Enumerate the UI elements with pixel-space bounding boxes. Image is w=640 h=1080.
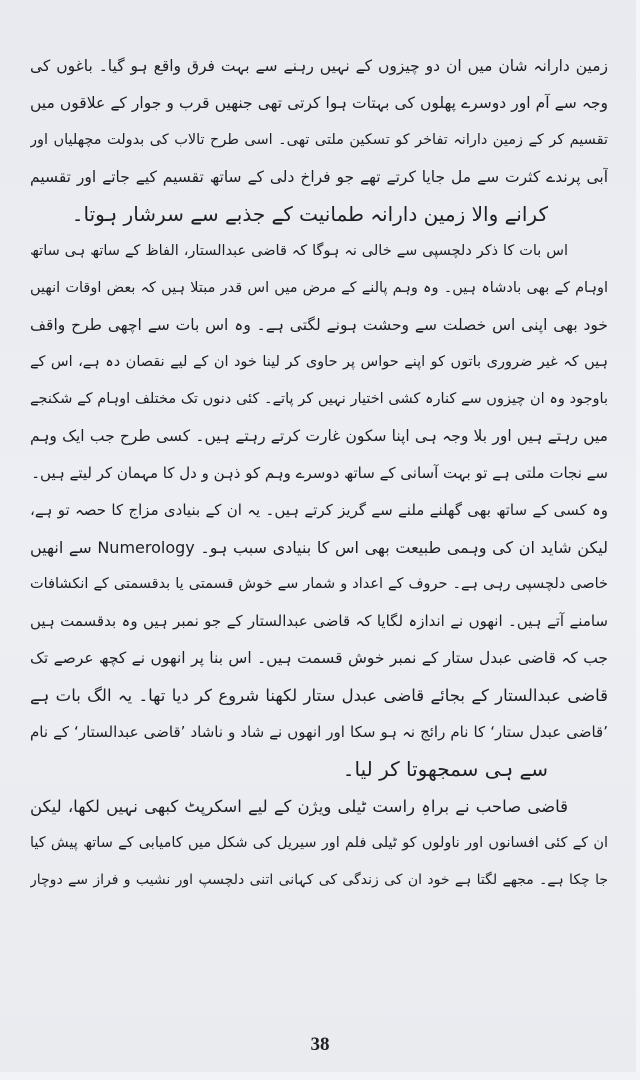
text-line: وہ کسی کے ساتھ بھی گھلنے ملنے سے گریز کرتے ہیں۔ یہ ان کے بنیادی مزاج کا حصہ تو ہے،	[30, 501, 608, 519]
text-line: جا چکا ہے۔ مجھے لگتا ہے خود ان کی زندگی کی کہانی اتنی دلچسپ اور نشیب و فراز سے دوچار	[30, 872, 608, 888]
text-line: زمین دارانہ شان میں ان دو چیزوں کے نہیں رہنے سے بہت فرق واقع ہو گیا۔ باغوں کی	[30, 57, 608, 75]
text-line: آبی پرندے کثرت سے مل جایا کرتے تھے جو فراخ دلی کے ساتھ تقسیم کیے جاتے اور تقسیم	[30, 168, 608, 186]
text-line-paragraph-start: اس بات کا ذکر دلچسپی سے خالی نہ ہوگا کہ قاضی عبدالستار، الفاظ کے ساتھ ہی ساتھ	[30, 243, 568, 259]
text-line: جب کہ قاضی عبدل ستار کے نمبر خوش قسمت ہیں۔ اس بنا پر انھوں نے کچھ عرصے تک	[30, 649, 608, 667]
text-line-paragraph-end: سے نجات ملتی ہے تو بہت آسانی کے ساتھ دوسرے وہم کو ذہن و دل کا مہمان کر لیتے ہیں۔	[31, 464, 608, 482]
text-line: قاضی عبدالستار کے بجائے قاضی عبدل ستار لکھنا شروع کر دیا تھا۔ یہ الگ بات ہے	[30, 686, 608, 705]
text-line: سامنے آتے ہیں۔ انھوں نے اندازہ لگایا کہ قاضی عبدالستار کے جو نمبر ہیں وہ بدقسمت ہیں	[30, 612, 608, 630]
page-number: 38	[310, 1034, 330, 1055]
text-line: میں رہتے ہیں اور بلا وجہ ہی اپنا سکون غارت کرتے رہتے ہیں۔ کسی طرح جب ایک وہم	[30, 427, 608, 445]
text-line: ان کے کئی افسانوں اور ناولوں کو ٹیلی فلم اور سیریل کی شکل میں کامیابی کے ساتھ پیش کیا	[30, 835, 608, 851]
text-line-paragraph-end: کرانے والا زمین دارانہ طمانیت کے جذبے سے سرشار ہوتا۔	[71, 202, 548, 226]
text-line-paragraph-end: سے ہی سمجھوتا کر لیا۔	[342, 757, 548, 781]
page-edge-right	[636, 0, 640, 1080]
page-edge-bottom	[0, 1072, 640, 1080]
text-line: اوہام کے بھی بادشاہ ہیں۔ وہ وہم پالنے کے مرض میں اس قدر مبتلا ہیں کہ بعض اوقات انھیں	[30, 280, 608, 296]
text-line-paragraph-start: قاضی صاحب نے براہِ راست ٹیلی ویژن کے لیے اسکرپٹ کبھی نہیں لکھا، لیکن	[30, 797, 568, 816]
urdu-body-text	[30, 48, 608, 899]
text-line: وجہ سے آم اور دوسرے پھلوں کی بہتات ہوا کرتی تھی جنھیں قرب و جوار کے علاقوں میں	[30, 94, 608, 112]
text-line: خود بھی اپنی اس خصلت سے وحشت ہونے لگتی ہے۔ وہ اس بات سے اچھی طرح واقف	[30, 316, 608, 334]
text-line: ’قاضی عبدل ستار‘ کا نام رائج نہ ہو سکا اور انھوں نے شاد و ناشاد ’قاضی عبدالستار‘ کے نام	[30, 723, 608, 741]
text-line: باوجود وہ ان چیزوں سے کنارہ کشی اختیار نہیں کر پاتے۔ کئی دنوں تک مختلف اوہام کے شکنجے	[30, 391, 608, 407]
text-line: خاصی دلچسپی رہی ہے۔ حروف کے اعداد و شمار سے خوش قسمتی یا بدقسمتی کے انکشافات	[30, 576, 608, 592]
text-line: تقسیم کر کے زمین دارانہ تفاخر کو تسکین ملتی تھی۔ اسی طرح تالاب کی بدولت مچھلیاں اور	[30, 132, 608, 148]
text-line-with-latin-word: لیکن شاید ان کی وہمی طبیعت بھی اس کا بنیادی سبب ہو۔ Numerology سے انھیں	[30, 538, 608, 557]
text-line: ہیں کہ غیر ضروری باتوں کو اپنے حواس پر حاوی کر لینا خود ان کے لیے نقصان دہ ہے، اس کے	[30, 354, 608, 370]
